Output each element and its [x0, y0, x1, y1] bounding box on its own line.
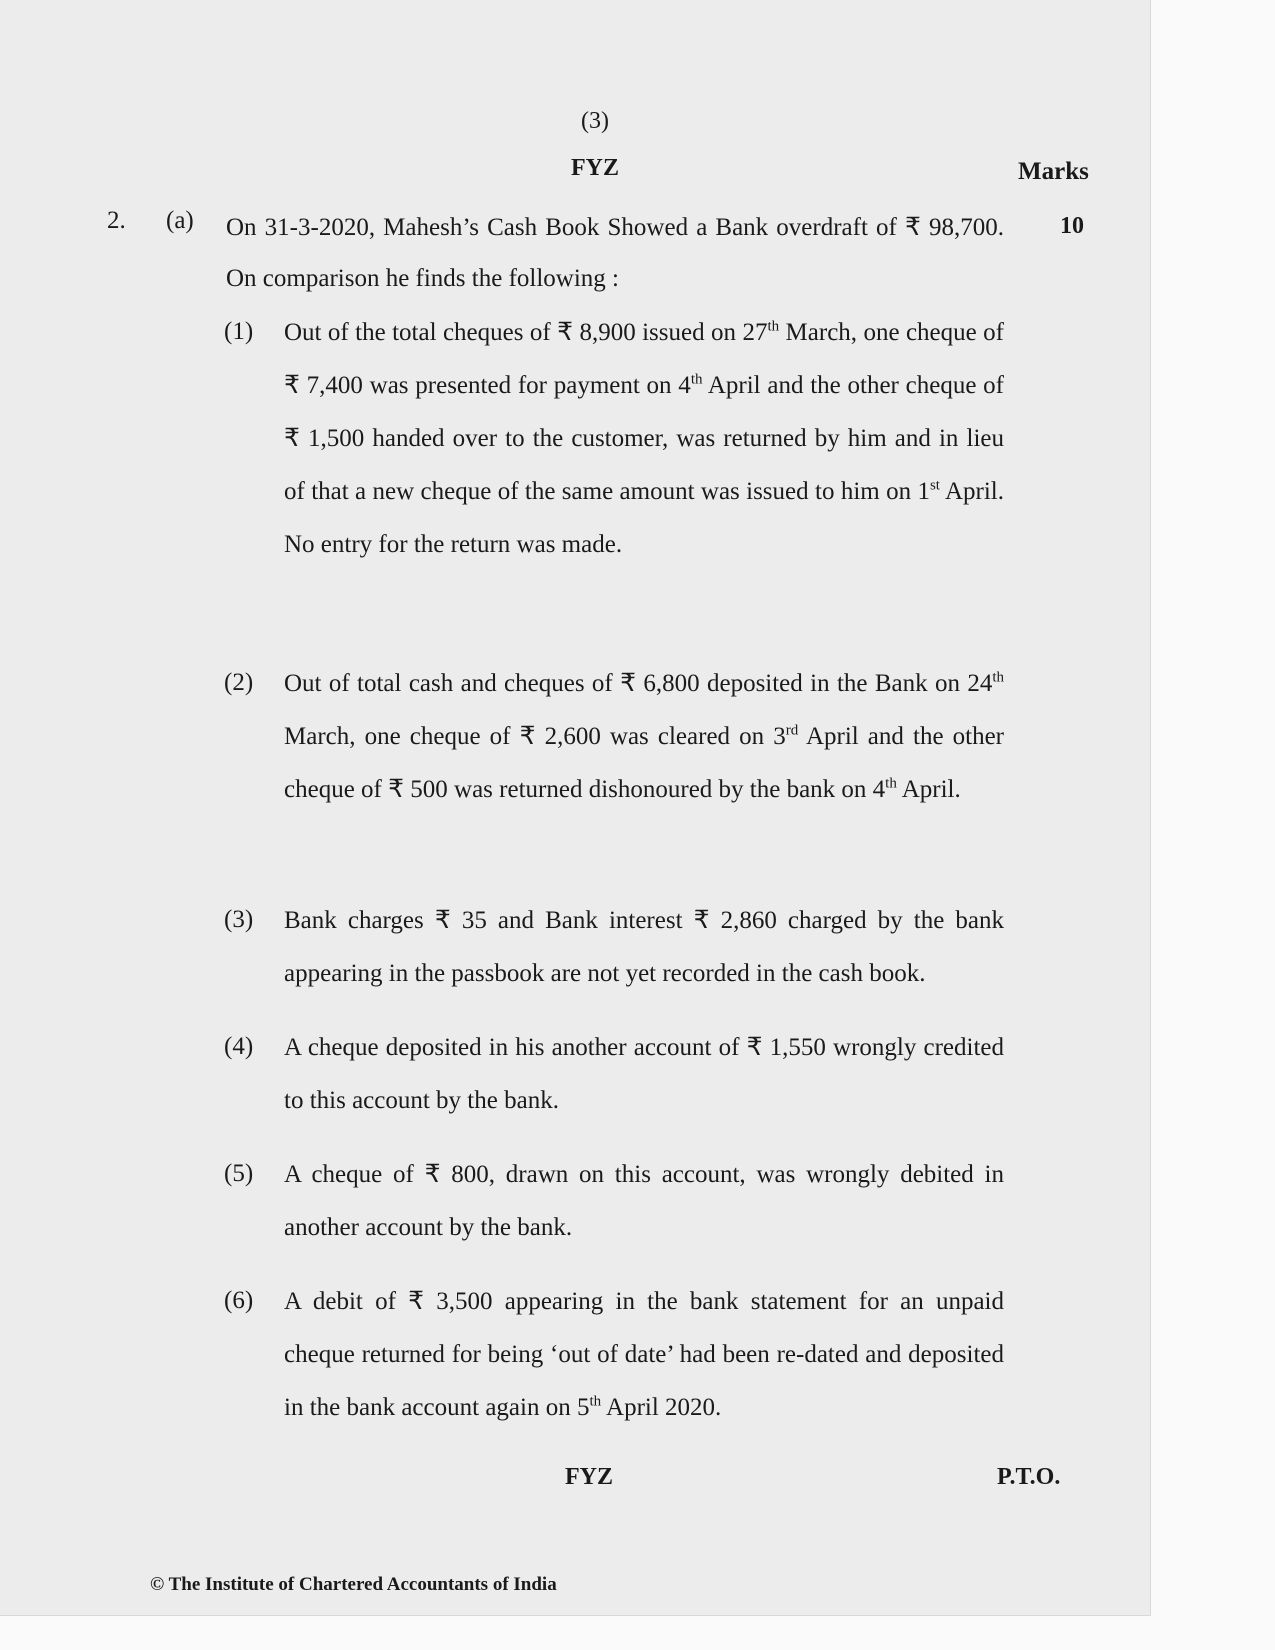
page-number: (3) — [581, 108, 609, 134]
copyright-notice: © The Institute of Chartered Accountants of India — [150, 1574, 557, 1595]
item-text: Out of total cash and cheques of ₹ 6,800 deposited in the Bank on 24th March, one cheque of ₹ 2,600 was cleared on 3rd April and the other cheque of ₹ 500 was returned dishonoured by the bank on 4th April. — [284, 669, 1004, 803]
item-number: (5) — [224, 1160, 254, 1187]
item-number: (6) — [224, 1287, 254, 1314]
marks-column-label: Marks — [1018, 158, 1089, 185]
please-turn-over: P.T.O. — [997, 1464, 1061, 1490]
item-number: (1) — [224, 318, 254, 345]
item-text: Out of the total cheques of ₹ 8,900 issued on 27th March, one cheque of ₹ 7,400 was presented for payment on 4th April and the other cheque of ₹ 1,500 handed over to the customer, was returned by him and in lieu of that a new cheque of the same amount was issued to him on 1st April. No entry for the return was made. — [284, 318, 1004, 558]
question-number: 2. — [107, 207, 126, 234]
item-text: A cheque deposited in his another account of ₹ 1,550 wrongly credited to this account by the bank. — [284, 1034, 1004, 1114]
item-text: A cheque of ₹ 800, drawn on this account, was wrongly debited in another account by the bank. — [284, 1161, 1004, 1241]
item-number: (4) — [224, 1033, 254, 1060]
question-part: (a) — [166, 207, 194, 234]
item-number: (3) — [224, 906, 254, 933]
question-marks: 10 — [1060, 213, 1084, 239]
footer-paper-code: FYZ — [565, 1464, 613, 1490]
item-number: (2) — [224, 669, 254, 696]
item-text: Bank charges ₹ 35 and Bank interest ₹ 2,860 charged by the bank appearing in the passbook are not yet recorded in the cash book. — [284, 907, 1004, 987]
item-text: A debit of ₹ 3,500 appearing in the bank statement for an unpaid cheque returned for being ‘out of date’ had been re-dated and deposited in the bank account again on 5th April 2020. — [284, 1288, 1004, 1421]
header-paper-code: FYZ — [571, 155, 619, 181]
question-intro: On 31-3-2020, Mahesh’s Cash Book Showed a Bank overdraft of ₹ 98,700. On comparison he finds the following : — [226, 214, 1004, 292]
